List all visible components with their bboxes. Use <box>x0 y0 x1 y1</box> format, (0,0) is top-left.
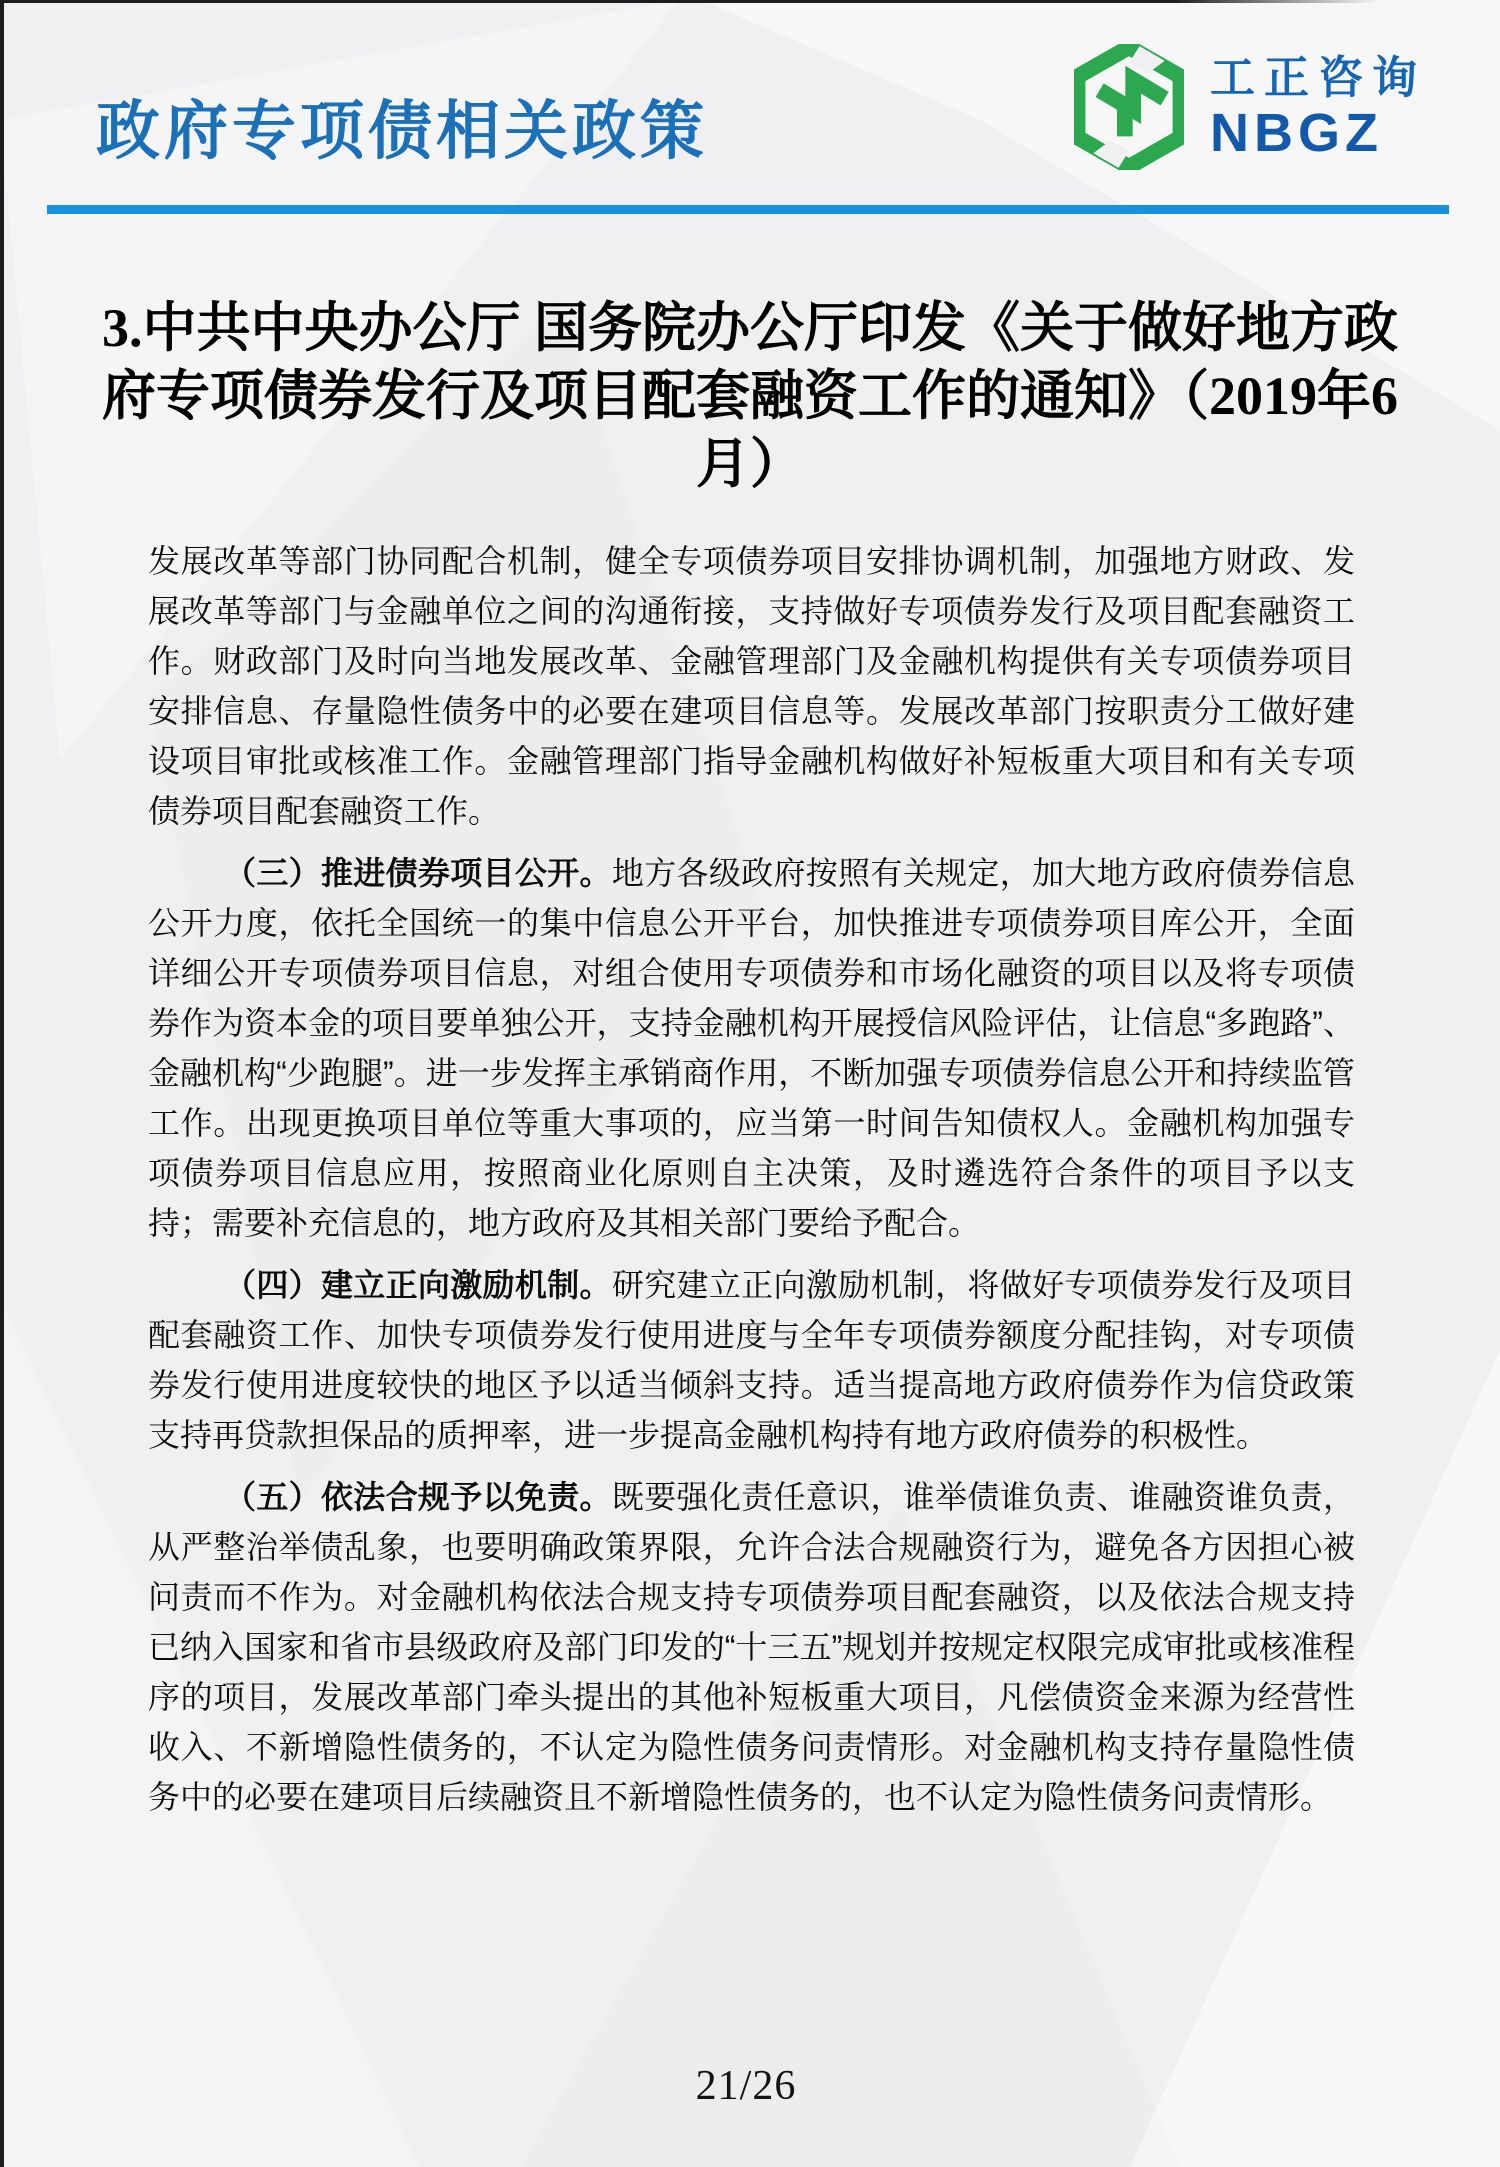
paragraph-continuation <box>148 536 1355 836</box>
paragraph-lead: （三）推进债券项目公开。 <box>224 855 612 891</box>
document-title: 3.中共中央办公厅 国务院办公厅印发《关于做好地方政府专项债券发行及项目配套融资工作的通知》（2019年6月） <box>102 298 1398 495</box>
paragraph-text: 地方各级政府按照有关规定，加大地方政府债券信息公开力度，依托全国统一的集中信息公开平台，加快推进专项债券项目库公开，全面详细公开专项债券项目信息，对组合使用专项债券和市场化融资的项目以及将专项债券作为资本金的项目要单独公开，支持金融机构开展授信风险评估，让信息“多跑路”、金融机构“少跑腿”。进一步发挥主承销商作用，不断加强专项债券信息公开和持续监管工作。出现更换项目单位等重大事项的，应当第一时间告知债权人。金融机构加强专项债券项目信息应用，按照商业化原则自主决策，及时遴选符合条件的项目予以支持；需要补充信息的，地方政府及其相关部门要给予配合。 <box>148 855 1355 1241</box>
screenshot-left-edge <box>0 0 4 2167</box>
screenshot-top-edge <box>0 0 1380 3</box>
paragraph-lead: （四）建立正向激励机制。 <box>224 1267 612 1303</box>
paragraph-text: 既要强化责任意识，谁举债谁负责、谁融资谁负责，从严整治举债乱象，也要明确政策界限，允许合法合规融资行为，避免各方因担心被问责而不作为。对金融机构依法合规支持专项债券项目配套融资，以及依法合规支持已纳入国家和省市县级政府及部门印发的“十三五”规划并按规定权限完成审批或核准程序的项目，发展改革部门牵头提出的其他补短板重大项目，凡偿债资金来源为经营性收入、不新增隐性债务的，不认定为隐性债务问责情形。对金融机构支持存量隐性债务中的必要在建项目后续融资且不新增隐性债务的，也不认定为隐性债务问责情形。 <box>148 1479 1355 1815</box>
paragraph-item-4 <box>148 1260 1355 1460</box>
document-body <box>148 536 1355 1822</box>
company-name-chinese: 工正咨询 <box>1209 52 1426 103</box>
paragraph-item-5 <box>148 1472 1355 1822</box>
paragraph-text: 研究建立正向激励机制，将做好专项债券发行及项目配套融资工作、加快专项债券发行使用进度与全年专项债券额度分配挂钩，对专项债券发行使用进度较快的地区予以适当倾斜支持。适当提高地方政府债券作为信贷政策支持再贷款担保品的质押率，进一步提高金融机构持有地方政府债券的积极性。 <box>148 1267 1355 1453</box>
paragraph-lead: （五）依法合规予以免责。 <box>224 1479 612 1515</box>
company-name-latin: NBGZ <box>1209 103 1383 163</box>
page-number: 21/26 <box>695 2063 797 2109</box>
page-header-title: 政府专项债相关政策 <box>96 96 708 167</box>
paragraph-item-3 <box>148 848 1355 1248</box>
company-logo-hexagon-icon <box>1074 44 1184 170</box>
company-logo-text <box>1210 52 1426 162</box>
header-divider-line <box>47 205 1449 214</box>
paragraph-text: 发展改革等部门协同配合机制，健全专项债券项目安排协调机制，加强地方财政、发展改革等部门与金融单位之间的沟通衔接，支持做好专项债券发行及项目配套融资工作。财政部门及时向当地发展改革、金融管理部门及金融机构提供有关专项债券项目安排信息、存量隐性债务中的必要在建项目信息等。发展改革部门按职责分工做好建设项目审批或核准工作。金融管理部门指导金融机构做好补短板重大项目和有关专项债券项目配套融资工作。 <box>148 543 1355 829</box>
company-logo <box>1074 44 1426 170</box>
